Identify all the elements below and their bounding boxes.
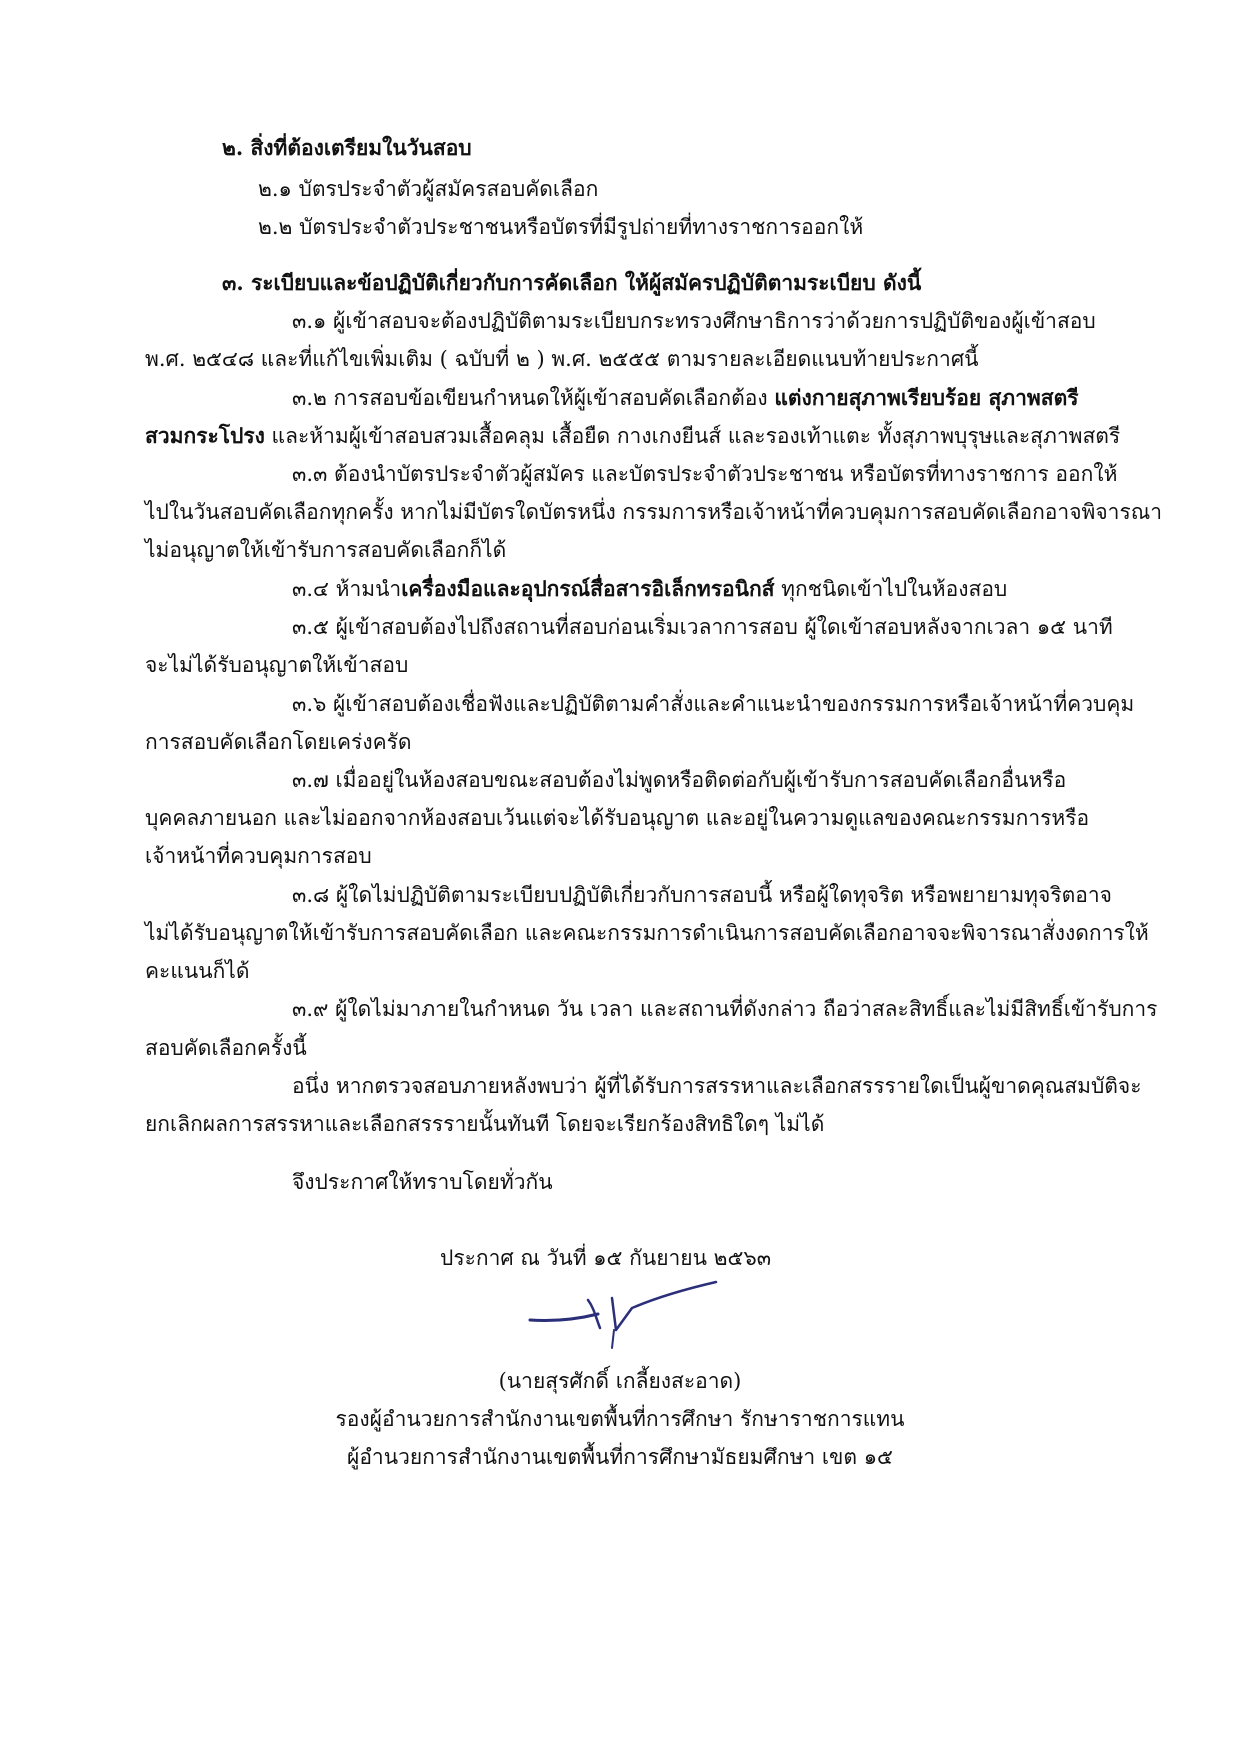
rule-3-3-line-2: ไปในวันสอบคัดเลือกทุกครั้ง หากไม่มีบัตรใดบัตรหนึ่ง กรรมการหรือเจ้าหน้าที่ควบคุมการสอบคัดเลือกอาจพิจารณา bbox=[145, 500, 1163, 524]
note-line-2: ยกเลิกผลการสรรหาและเลือกสรรรายนั้นทันที โดยจะเรียกร้องสิทธิใดๆ ไม่ได้ bbox=[145, 1112, 825, 1136]
rule-3-2-emphasis: แต่งกายสุภาพเรียบร้อย สุภาพสตรี bbox=[774, 385, 1079, 410]
signature-image bbox=[520, 1278, 720, 1353]
rule-3-6-line-1: ๓.๖ ผู้เข้าสอบต้องเชื่อฟังและปฏิบัติตามคำสั่งและคำแนะนำของกรรมการหรือเจ้าหน้าที่ควบคุม bbox=[292, 692, 1135, 716]
rule-3-9-line-2: สอบคัดเลือกครั้งนี้ bbox=[145, 1036, 307, 1060]
rule-3-7-line-3: เจ้าหน้าที่ควบคุมการสอบ bbox=[145, 844, 372, 868]
rule-3-9-line-1: ๓.๙ ผู้ใดไม่มาภายในกำหนด วัน เวลา และสถานที่ดังกล่าว ถือว่าสละสิทธิ์และไม่มีสิทธิ์เข้ารับการ bbox=[292, 997, 1158, 1021]
rule-3-4-line-1 bbox=[292, 574, 1007, 604]
rule-3-4-text-c: ทุกชนิดเข้าไปในห้องสอบ bbox=[774, 577, 1008, 601]
rule-3-8-line-1: ๓.๘ ผู้ใดไม่ปฏิบัติตามระเบียบปฏิบัติเกี่ยวกับการสอบนี้ หรือผู้ใดทุจริต หรือพยายามทุจริตอาจ bbox=[292, 883, 1112, 907]
rule-3-2-text-2: และห้ามผู้เข้าสอบสวมเสื้อคลุม เสื้อยืด กางเกงยีนส์ และรองเท้าแตะ ทั้งสุภาพบุรุษและสุภาพสตรี bbox=[264, 424, 1121, 448]
rule-3-8-line-3: คะแนนก็ได้ bbox=[145, 959, 250, 983]
rule-3-2-line-1 bbox=[292, 383, 1079, 413]
rule-3-6-line-2: การสอบคัดเลือกโดยเคร่งครัด bbox=[145, 730, 412, 754]
rule-3-7-line-1: ๓.๗ เมื่ออยู่ในห้องสอบขณะสอบต้องไม่พูดหรือติดต่อกับผู้เข้ารับการสอบคัดเลือกอื่นหรือ bbox=[292, 768, 1067, 792]
section2-title: ๒. สิ่งที่ต้องเตรียมในวันสอบ bbox=[222, 135, 472, 160]
rule-3-5-line-2: จะไม่ได้รับอนุญาตให้เข้าสอบ bbox=[145, 653, 409, 677]
rule-3-1-line-1: ๓.๑ ผู้เข้าสอบจะต้องปฏิบัติตามระเบียบกระทรวงศึกษาธิการว่าด้วยการปฏิบัติของผู้เข้าสอบ bbox=[292, 309, 1096, 333]
rule-3-7-line-2: บุคคลภายนอก และไม่ออกจากห้องสอบเว้นแต่จะได้รับอนุญาต และอยู่ในความดูแลของคณะกรรมการหรือ bbox=[145, 806, 1090, 830]
signer-position-1: รองผู้อำนวยการสำนักงานเขตพื้นที่การศึกษา รักษาราชการแทน bbox=[335, 1407, 905, 1431]
rule-3-2-emphasis-2: สวมกระโปรง bbox=[145, 423, 265, 448]
rule-3-4-emphasis: เครื่องมือและอุปกรณ์สื่อสารอิเล็กทรอนิกส์ bbox=[401, 576, 775, 601]
closing-statement: จึงประกาศให้ทราบโดยทั่วกัน bbox=[292, 1170, 553, 1194]
rule-3-3-line-3: ไม่อนุญาตให้เข้ารับการสอบคัดเลือกก็ได้ bbox=[145, 538, 507, 562]
rule-3-8-line-2: ไม่ได้รับอนุญาตให้เข้ารับการสอบคัดเลือก และคณะกรรมการดำเนินการสอบคัดเลือกอาจจะพิจารณาสั่งงดการให้ bbox=[145, 921, 1149, 945]
signer-name: (นายสุรศักดิ์ เกลี้ยงสะอาด) bbox=[498, 1369, 742, 1393]
announce-date: ประกาศ ณ วันที่ ๑๕ กันยายน ๒๕๖๓ bbox=[440, 1246, 772, 1270]
note-line-1: อนึ่ง หากตรวจสอบภายหลังพบว่า ผู้ที่ได้รับการสรรหาและเลือกสรรรายใดเป็นผู้ขาดคุณสมบัติจะ bbox=[292, 1074, 1142, 1098]
rule-3-5-line-1: ๓.๕ ผู้เข้าสอบต้องไปถึงสถานที่สอบก่อนเริ่มเวลาการสอบ ผู้ใดเข้าสอบหลังจากเวลา ๑๕ นาที bbox=[292, 615, 1113, 639]
rule-3-1-line-2: พ.ศ. ๒๕๔๘ และที่แก้ไขเพิ่มเติม ( ฉบับที่ ๒ ) พ.ศ. ๒๕๕๕ ตามรายละเอียดแนบท้ายประกาศนี้ bbox=[145, 347, 979, 371]
section2-item-1: ๒.๑ บัตรประจำตัวผู้สมัครสอบคัดเลือก bbox=[258, 177, 599, 201]
section2-item-2: ๒.๒ บัตรประจำตัวประชาชนหรือบัตรที่มีรูปถ่ายที่ทางราชการออกให้ bbox=[258, 215, 864, 239]
signer-position-2: ผู้อำนวยการสำนักงานเขตพื้นที่การศึกษามัธยมศึกษา เขต ๑๕ bbox=[347, 1445, 893, 1469]
rule-3-2-text: ๓.๒ การสอบข้อเขียนกำหนดให้ผู้เข้าสอบคัดเลือกต้อง bbox=[292, 386, 775, 410]
rule-3-2-line-2 bbox=[145, 421, 1120, 451]
rule-3-4-text-a: ๓.๔ ห้ามนำ bbox=[292, 577, 402, 601]
section3-title: ๓. ระเบียบและข้อปฏิบัติเกี่ยวกับการคัดเลือก ให้ผู้สมัครปฏิบัติตามระเบียบ ดังนี้ bbox=[222, 270, 922, 295]
rule-3-3-line-1: ๓.๓ ต้องนำบัตรประจำตัวผู้สมัคร และบัตรประจำตัวประชาชน หรือบัตรที่ทางราชการ ออกให้ bbox=[292, 462, 1118, 486]
